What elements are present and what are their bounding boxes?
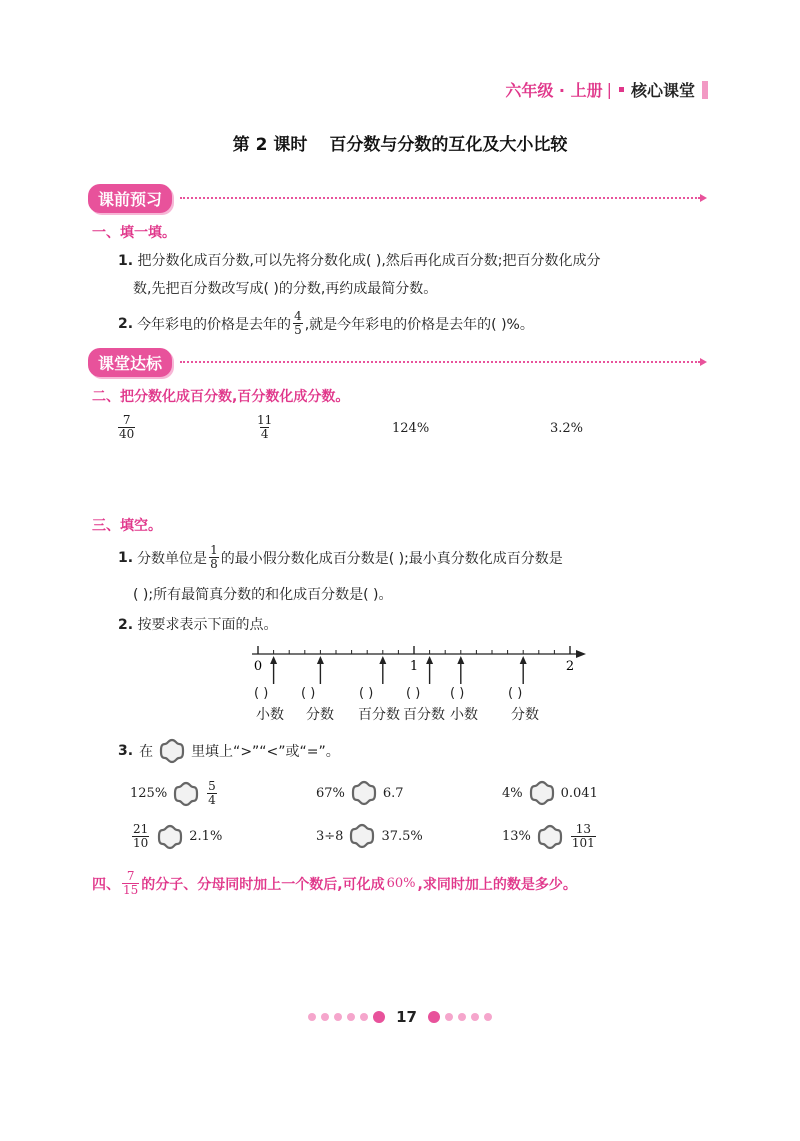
dot-icon xyxy=(360,1013,368,1021)
dot-icon xyxy=(347,1013,355,1021)
part3-q2 xyxy=(118,614,278,634)
question-text: 按要求表示下面的点。 xyxy=(137,617,278,633)
fraction: $\frac{13}{101}$ xyxy=(571,822,595,850)
question-text-cont: 里填上“>”“<”或“=”。 xyxy=(191,744,340,760)
dot-icon xyxy=(428,1011,440,1023)
cmp-right: 6.7 xyxy=(382,785,404,801)
page-header xyxy=(505,78,708,101)
dot-icon xyxy=(373,1011,385,1023)
grade-label: 六年级 · 上册 xyxy=(505,81,603,100)
divider-dotted xyxy=(180,197,700,199)
part4-text-cont: ,求同时加上的数是多少。 xyxy=(417,876,577,893)
comparison-4 xyxy=(130,823,222,850)
up-arrow-icon xyxy=(457,656,464,664)
tick-label-0: 0 xyxy=(253,659,263,674)
page-number: 17 xyxy=(396,1008,417,1026)
tick-label-2: 2 xyxy=(565,659,575,674)
up-arrow-icon xyxy=(379,656,386,664)
divider-dotted xyxy=(180,361,700,363)
cmp-right: 37.5% xyxy=(381,828,423,844)
part3-q3 xyxy=(118,738,340,764)
section-label: 核心课堂 xyxy=(630,81,695,100)
answer-label-3: 百分数 xyxy=(358,707,400,723)
blank-1: ( ) xyxy=(254,686,269,701)
cmp-left: 125% xyxy=(130,786,168,801)
fraction: $\frac{7}{15}$ xyxy=(123,869,139,897)
fraction: $\frac{5}{4}$ xyxy=(208,779,216,807)
fraction: $\frac{21}{10}$ xyxy=(133,822,149,850)
fraction: $\frac{11}{4}$ xyxy=(257,413,273,441)
up-arrow-icon xyxy=(520,656,527,664)
part3-q1-line1 xyxy=(118,544,563,571)
header-square-icon xyxy=(619,87,624,92)
question-number: 2. xyxy=(118,315,134,332)
cmp-left: 13% xyxy=(502,829,531,844)
fraction: $\frac{7}{40}$ xyxy=(119,413,135,441)
comparison-2 xyxy=(316,780,404,806)
lesson-number: 第 2 课时 xyxy=(232,135,308,155)
dot-icon xyxy=(445,1013,453,1021)
flower-blank-icon xyxy=(159,738,185,764)
lesson-topic: 百分数与分数的互化及大小比较 xyxy=(329,135,568,155)
page-footer xyxy=(0,1008,800,1026)
part4-heading xyxy=(92,870,577,897)
number-line-ticks xyxy=(258,646,570,654)
part4-percent: 60% xyxy=(386,876,416,891)
comparison-5 xyxy=(316,823,423,849)
cmp-left: 4% xyxy=(502,785,523,801)
divider-arrow-icon xyxy=(700,358,707,366)
fraction: $\frac{4}{5}$ xyxy=(294,309,302,337)
cmp-right: 0.041 xyxy=(560,785,598,801)
header-bar-icon xyxy=(702,81,708,99)
classroom-badge: 课堂达标 xyxy=(88,348,172,377)
preview-badge: 课前预习 xyxy=(88,184,172,213)
answer-label-4: 百分数 xyxy=(403,707,445,723)
part2-item-3: 124% xyxy=(392,421,430,436)
part2-item-1 xyxy=(116,414,137,441)
flower-blank-icon[interactable] xyxy=(537,824,563,850)
blank-5: ( ) xyxy=(450,686,465,701)
cmp-left: 67% xyxy=(316,785,345,801)
question-text: 分数单位是 xyxy=(137,550,208,567)
page-title xyxy=(0,130,800,155)
dot-icon xyxy=(458,1013,466,1021)
question-text: 把分数化成百分数,可以先将分数化成( ),然后再化成百分数;把百分数化成分 xyxy=(137,253,601,269)
part2-item-4: 3.2% xyxy=(550,421,584,436)
up-arrow-icon xyxy=(317,656,324,664)
answer-label-2: 分数 xyxy=(306,707,334,723)
flower-blank-icon[interactable] xyxy=(173,781,199,807)
part1-q1-line1 xyxy=(118,250,601,270)
cmp-left: 3÷8 xyxy=(316,828,344,844)
up-arrow-icon xyxy=(270,656,277,664)
part2-heading: 二、把分数化成百分数,百分数化成分数。 xyxy=(92,389,350,405)
comparison-1 xyxy=(130,780,219,807)
dot-icon xyxy=(471,1013,479,1021)
part1-heading: 一、填一填。 xyxy=(92,225,176,241)
question-text: 今年彩电的价格是去年的 xyxy=(137,316,292,333)
part3-q1-line2: ( );所有最简真分数的和化成百分数是( )。 xyxy=(133,587,393,603)
up-arrow-icon xyxy=(426,656,433,664)
blank-4: ( ) xyxy=(406,686,421,701)
number-line-arrow-icon xyxy=(576,650,586,658)
answer-label-1: 小数 xyxy=(256,707,284,723)
blank-2: ( ) xyxy=(301,686,316,701)
part2-item-2 xyxy=(254,414,275,441)
flower-blank-icon[interactable] xyxy=(529,780,555,806)
question-text-cont: 的最小假分数化成百分数是( );最小真分数化成百分数是 xyxy=(220,550,563,567)
blank-6: ( ) xyxy=(508,686,523,701)
part1-q2 xyxy=(118,310,534,337)
part4-text: 的分子、分母同时加上一个数后,可化成 xyxy=(141,876,385,893)
dot-icon xyxy=(321,1013,329,1021)
part3-heading: 三、填空。 xyxy=(92,518,162,534)
fraction: $\frac{1}{8}$ xyxy=(210,543,218,571)
question-number: 2. xyxy=(118,617,134,633)
cmp-right: 2.1% xyxy=(189,829,223,844)
question-text-cont: ,就是今年彩电的价格是去年的( )%。 xyxy=(304,316,534,333)
question-number: 1. xyxy=(118,549,134,566)
comparison-6 xyxy=(502,823,598,850)
flower-blank-icon[interactable] xyxy=(351,780,377,806)
dot-icon xyxy=(308,1013,316,1021)
answer-label-5: 小数 xyxy=(450,707,478,723)
part4-prefix: 四、 xyxy=(92,876,120,893)
dot-icon xyxy=(484,1013,492,1021)
question-number: 1. xyxy=(118,253,134,269)
flower-blank-icon[interactable] xyxy=(157,824,183,850)
answer-label-6: 分数 xyxy=(511,707,539,723)
point-arrows xyxy=(270,656,527,684)
comparison-3 xyxy=(502,780,598,806)
question-text: 在 xyxy=(139,744,154,760)
header-separator: | xyxy=(606,80,612,99)
question-number: 3. xyxy=(118,743,134,759)
divider-arrow-icon xyxy=(700,194,707,202)
dot-icon xyxy=(334,1013,342,1021)
tick-label-1: 1 xyxy=(409,659,419,674)
flower-blank-icon[interactable] xyxy=(349,823,375,849)
blank-3: ( ) xyxy=(359,686,374,701)
part1-q1-line2: 数,先把百分数改写成( )的分数,再约成最简分数。 xyxy=(133,281,438,297)
